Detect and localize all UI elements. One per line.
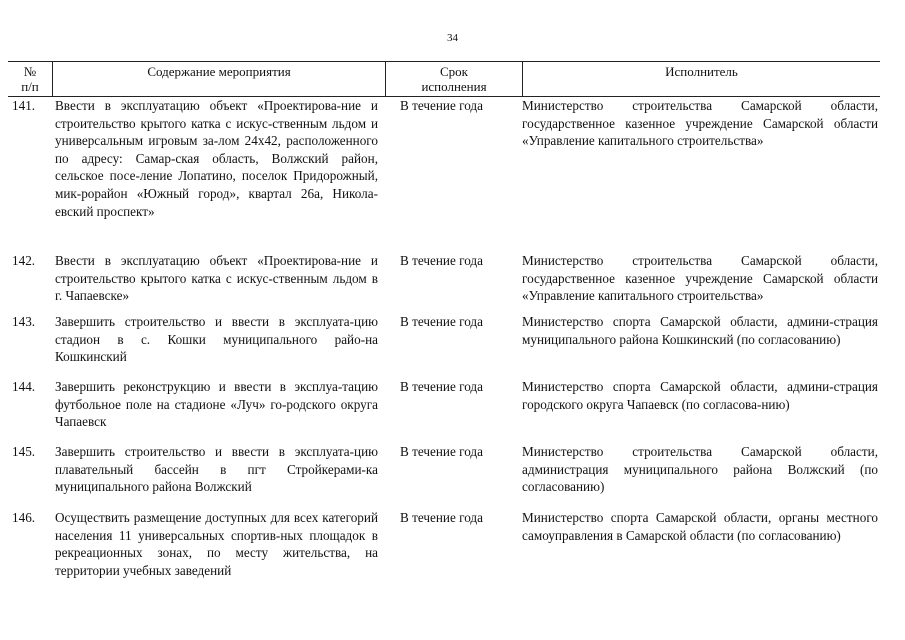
header-term: Срок исполнения: [421, 64, 487, 94]
row-executor: Министерство спорта Самарской области, админи-страция городского округа Чапаевск (по согласова-нию): [522, 379, 878, 412]
row-term: В течение года: [400, 253, 483, 268]
row-number: 142.: [12, 253, 36, 268]
row-content: Завершить реконструкцию и ввести в эксплуа-тацию футбольное поле на стадионе «Луч» го-родского округа Чапаевск: [55, 379, 378, 430]
page-number: 34: [447, 32, 458, 44]
row-executor: Министерство спорта Самарской области, органы местного самоуправления в Самарской области (по согласованию): [522, 510, 878, 543]
row-term: В течение года: [400, 444, 483, 459]
row-content: Завершить строительство и ввести в эксплуата-цию плавательный бассейн в пгт Стройкерами-ка муниципального района Волжский: [55, 444, 378, 495]
row-content: Осуществить размещение доступных для всех категорий населения 11 универсальных спортив-ных площадок в рекреационных зонах, по месту жительства, на территории учебных заведений: [55, 510, 378, 578]
row-content: Ввести в эксплуатацию объект «Проектирова-ние и строительство крытого катка с искус-ственным льдом и универсальным игровым за-лом 24х42, расположенного по адресу: Самар-ская область, Волжский район, сельское посе-ление Лопатино, поселок Придорожный, мик-рорайон «Южный город», квартал 26а, Никола-евский проспект»: [55, 98, 378, 219]
row-executor: Министерство спорта Самарской области, админи-страция муниципального района Кошкинский (по согласованию): [522, 314, 878, 347]
row-content: Ввести в эксплуатацию объект «Проектирова-ние и строительство крытого катка с искус-ственным льдом в г. Чапаевске»: [55, 253, 378, 304]
row-executor: Министерство строительства Самарской области, администрация муниципального района Волжский (по согласованию): [522, 444, 878, 495]
row-term: В течение года: [400, 510, 483, 525]
row-number: 144.: [12, 379, 36, 394]
row-term: В течение года: [400, 98, 483, 113]
row-number: 141.: [12, 98, 36, 113]
row-number: 146.: [12, 510, 36, 525]
header-content: Содержание мероприятия: [147, 64, 291, 79]
row-term: В течение года: [400, 314, 483, 329]
header-num: № п/п: [21, 64, 39, 94]
row-executor: Министерство строительства Самарской области, государственное казенное учреждение Самарской области «Управление капитального строительства»: [522, 253, 878, 304]
row-number: 143.: [12, 314, 36, 329]
header-executor: Исполнитель: [665, 64, 738, 79]
table-header: [8, 61, 880, 97]
row-term: В течение года: [400, 379, 483, 394]
row-number: 145.: [12, 444, 36, 459]
row-content: Завершить строительство и ввести в эксплуата-цию стадион в с. Кошки муниципального райо-на Кошкинский: [55, 314, 378, 365]
row-executor: Министерство строительства Самарской области, государственное казенное учреждение Самарской области «Управление капитального строительства»: [522, 98, 878, 149]
